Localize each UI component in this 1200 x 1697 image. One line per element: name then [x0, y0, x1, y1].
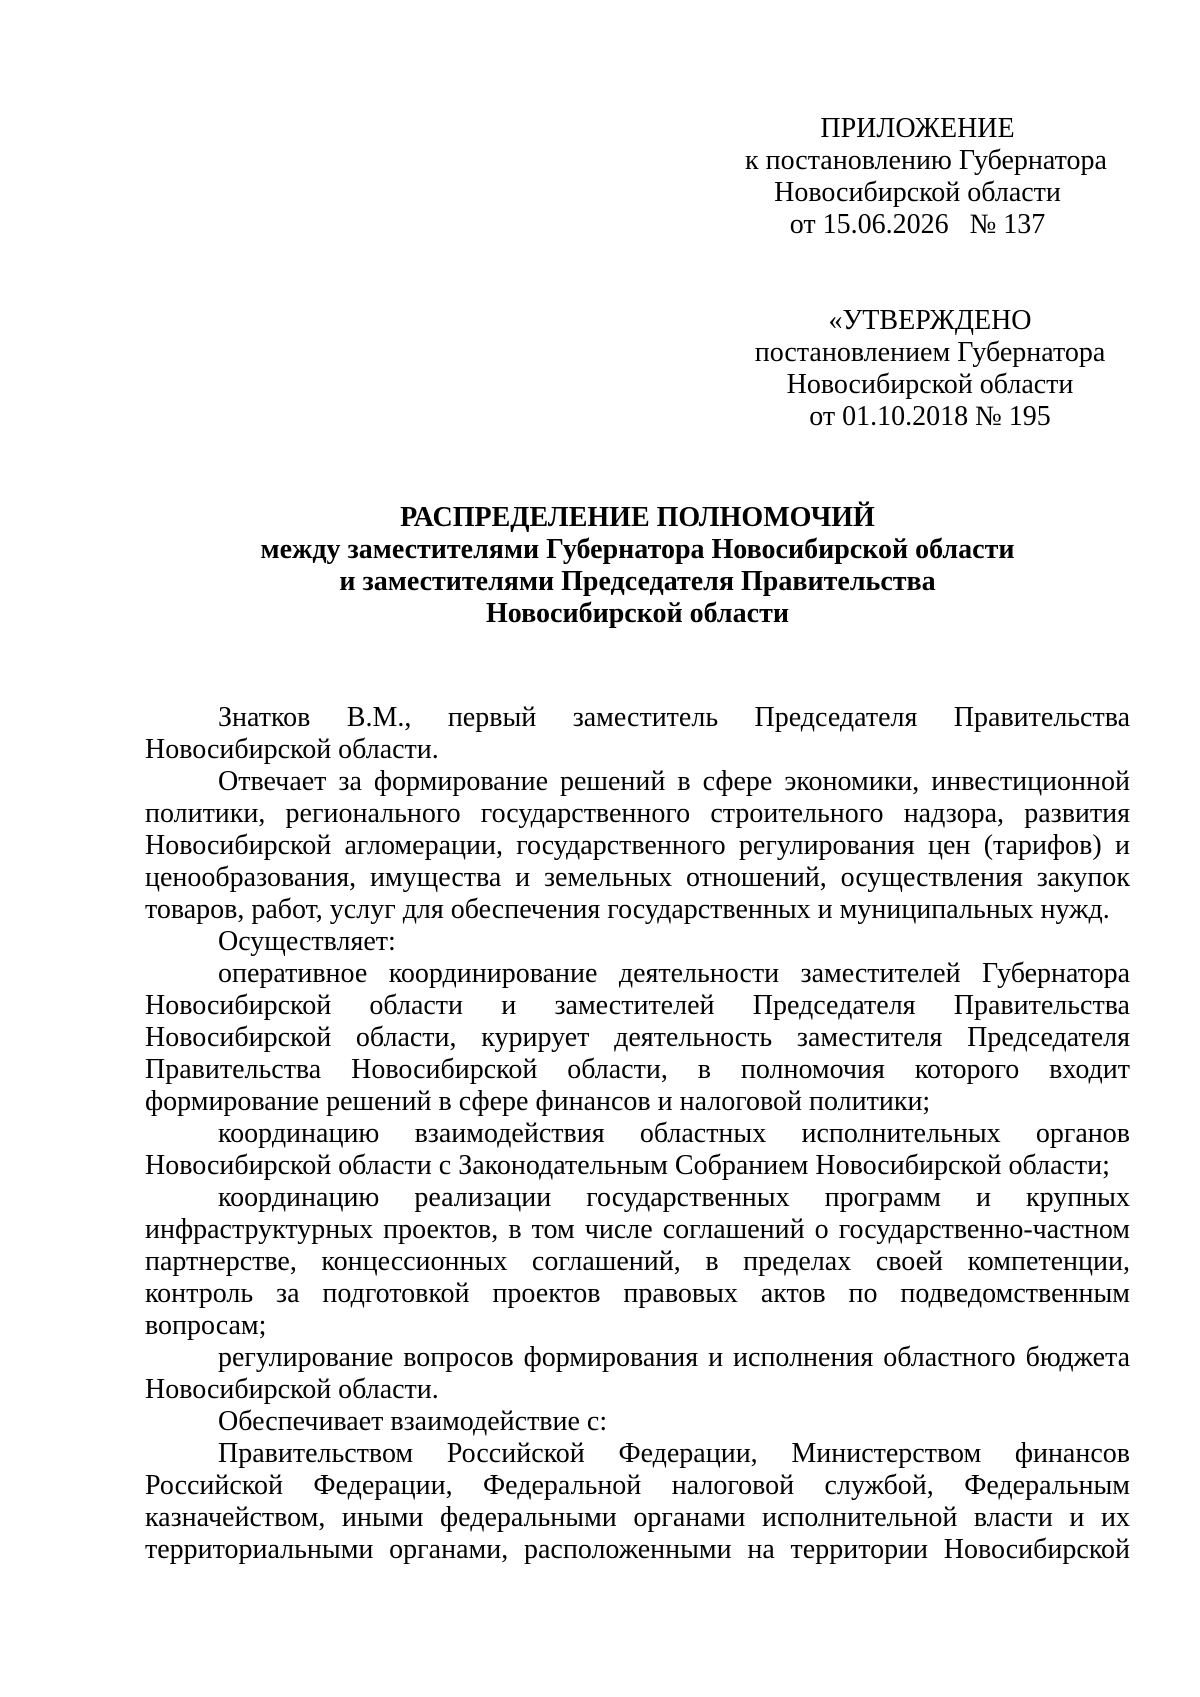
annex-region: Новосибирской области	[774, 177, 1061, 208]
title-line-3: и заместителями Председателя Правительства	[339, 566, 936, 597]
paragraph-responsibility: Отвечает за формирование решений в сфере экономики, инвестиционной политики, регионального государственного строительного надзора, развития Новосибирской агломерации, государственного регулирования цен (тарифов) и ценообразования, имущества и земельных отношений, осуществления закупок товаров, работ, услуг для обеспечения государственных и муниципальных нужд.	[145, 766, 1130, 925]
annex-heading: ПРИЛОЖЕНИЕ	[820, 113, 1015, 144]
approved-heading: «УТВЕРЖДЕНО	[828, 305, 1032, 336]
paragraph-programs: координацию реализации государственных программ и крупных инфраструктурных проектов, в том числе соглашений о государственно-частном партнерстве, концессионных соглашений, в пределах своей компетенции, контроль за подготовкой проектов правовых актов по подведомственным вопросам;	[145, 1182, 1130, 1341]
paragraph-budget: регулирование вопросов формирования и исполнения областного бюджета Новосибирской области.	[145, 1342, 1130, 1405]
approved-date-number: от 01.10.2018 № 195	[809, 401, 1051, 432]
annex-reference: к постановлению Губернатора	[745, 145, 1107, 176]
title-line-1: РАСПРЕДЕЛЕНИЕ ПОЛНОМОЧИЙ	[400, 502, 875, 533]
title-line-2: между заместителями Губернатора Новосибирской области	[260, 534, 1015, 565]
document-title	[145, 502, 1130, 630]
annex-date-number: от 15.06.2026 № 137	[789, 209, 1046, 240]
annex-block	[745, 113, 1107, 241]
approved-block	[745, 305, 1115, 433]
title-line-4: Новосибирской области	[486, 598, 789, 629]
approved-region: Новосибирской области	[786, 369, 1074, 400]
paragraph-federal-bodies: Правительством Российской Федерации, Министерством финансов Российской Федерации, Федеральной налоговой службой, Федеральным казначейством, иными федеральными органами исполнительной власти и их территориальными органами, расположенными на территории Новосибирской	[145, 1438, 1130, 1565]
paragraph-interaction-assembly: координацию взаимодействия областных исполнительных органов Новосибирской области с Законодательным Собранием Новосибирской области;	[145, 1118, 1130, 1181]
paragraph-performs: Осуществляет:	[218, 926, 396, 957]
paragraph-ensures: Обеспечивает взаимодействие с:	[218, 1406, 608, 1437]
paragraph-official: Знатков В.М., первый заместитель Председателя Правительства Новосибирской области.	[145, 702, 1130, 765]
approved-reference: постановлением Губернатора	[754, 337, 1106, 368]
paragraph-coordination: оперативное координирование деятельности заместителей Губернатора Новосибирской области и заместителей Председателя Правительства Новосибирской области, курирует деятельность заместителя Председателя Правительства Новосибирской области, в полномочия которого входит формирование решений в сфере финансов и налоговой политики;	[145, 958, 1130, 1117]
document-body	[145, 702, 1130, 1566]
